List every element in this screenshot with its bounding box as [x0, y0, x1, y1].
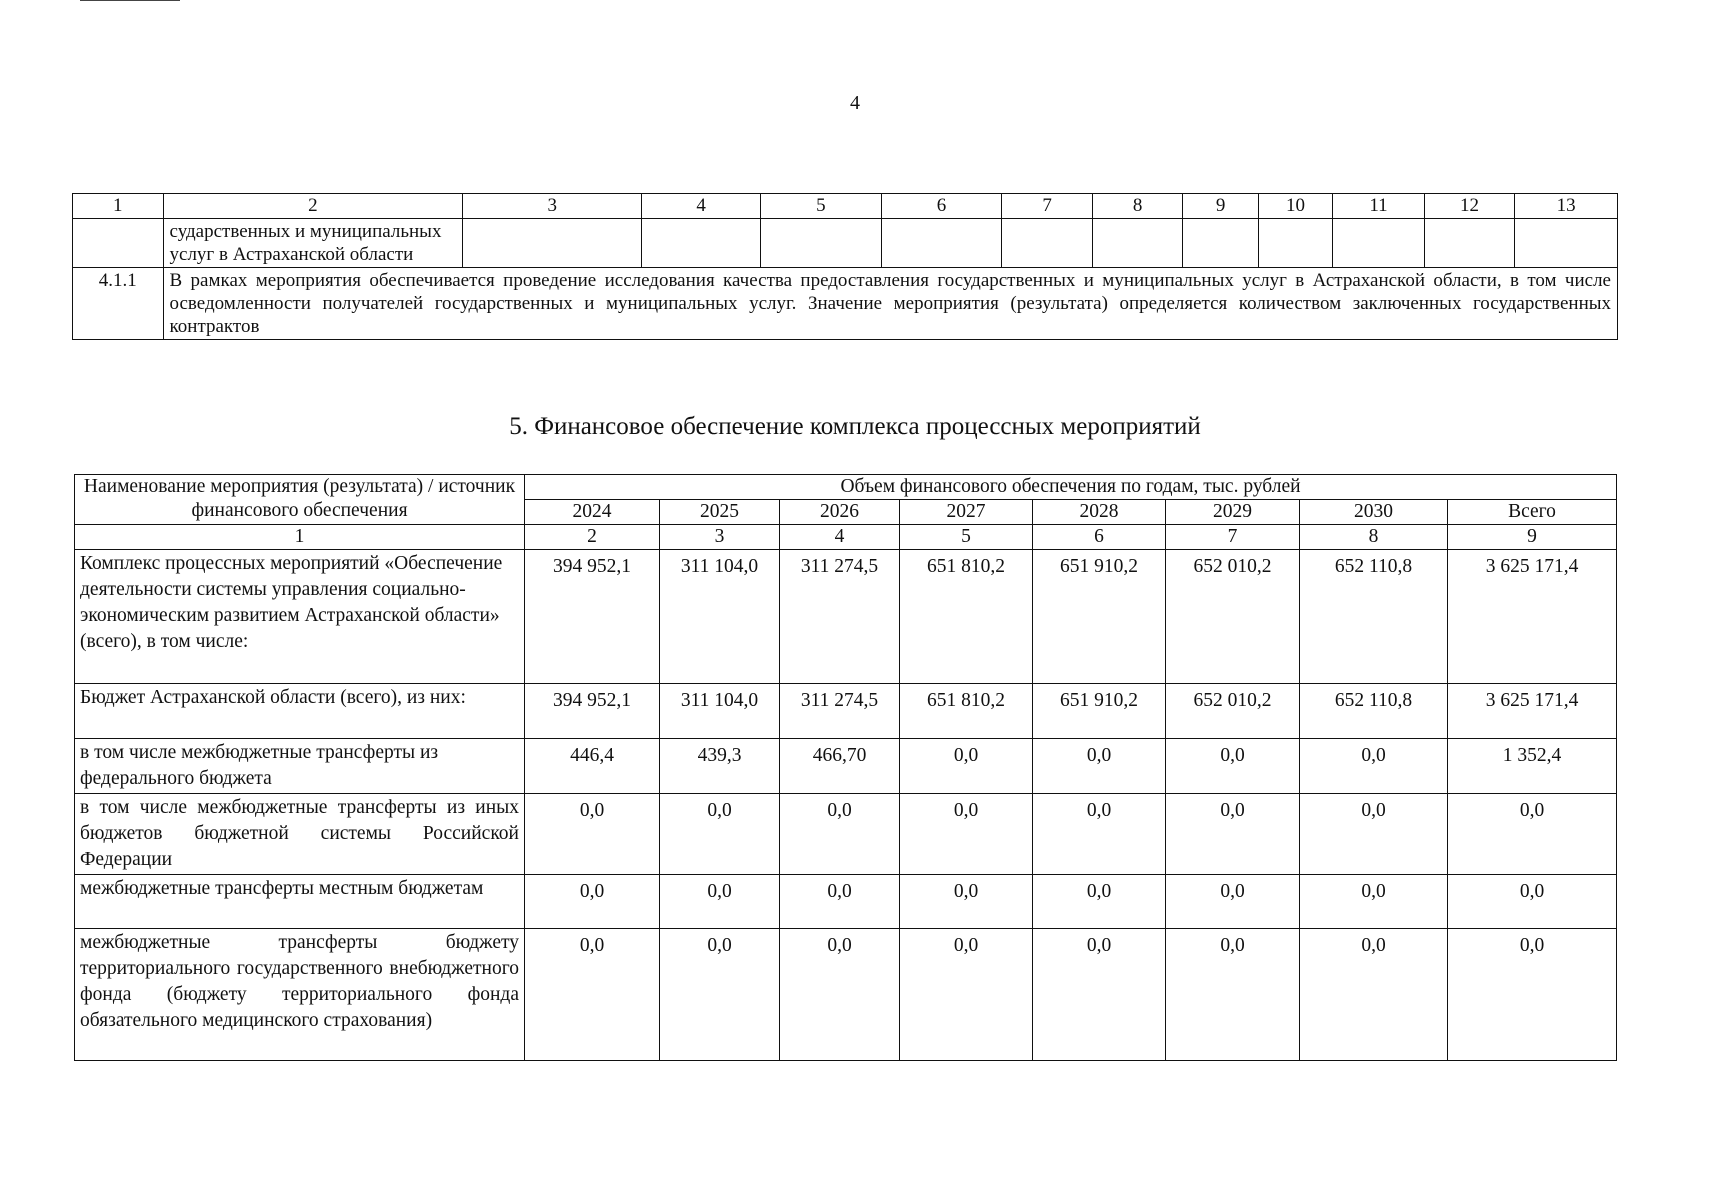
row-value: 311 104,0: [660, 550, 780, 684]
row-value: 446,4: [525, 739, 660, 794]
row-value: 0,0: [1166, 739, 1300, 794]
column-index: 1: [75, 525, 525, 550]
row-value: 0,0: [1300, 794, 1448, 875]
column-number: 3: [463, 194, 642, 219]
year-header: 2024: [525, 500, 660, 525]
row-value: 0,0: [525, 794, 660, 875]
table-row: [73, 219, 1618, 268]
row-value: 651 810,2: [900, 684, 1033, 739]
row-name: в том числе межбюджетные трансферты из федерального бюджета: [75, 739, 525, 794]
row-total: 0,0: [1448, 794, 1617, 875]
row-value: 0,0: [1033, 929, 1166, 1061]
column-number: 13: [1515, 194, 1618, 219]
volume-header: Объем финансового обеспечения по годам, тыс. рублей: [525, 475, 1617, 500]
row-name: межбюджетные трансферты бюджету территориального государственного внебюджетного фонда (бюджету территориального фонда обязательного медицинского страхования): [75, 929, 525, 1061]
row-name: в том числе межбюджетные трансферты из иных бюджетов бюджетной системы Российской Федерации: [75, 794, 525, 875]
row-value: 652 110,8: [1300, 684, 1448, 739]
row-total: 1 352,4: [1448, 739, 1617, 794]
table-row: [75, 550, 1617, 684]
activity-name-cell: сударственных и муниципальных услуг в Астраханской области: [163, 219, 463, 268]
column-number-row: [73, 194, 1618, 219]
row-value: 0,0: [1300, 929, 1448, 1061]
row-total: 3 625 171,4: [1448, 684, 1617, 739]
row-value: 439,3: [660, 739, 780, 794]
row-value: 652 010,2: [1166, 550, 1300, 684]
page-number: 4: [850, 92, 860, 114]
row-value: 651 910,2: [1033, 550, 1166, 684]
year-header: 2028: [1033, 500, 1166, 525]
year-header: 2027: [900, 500, 1033, 525]
row-total: 0,0: [1448, 875, 1617, 929]
column-number: 2: [163, 194, 463, 219]
row-total: 0,0: [1448, 929, 1617, 1061]
column-number: 5: [760, 194, 881, 219]
row-name: Комплекс процессных мероприятий «Обеспечение деятельности системы управления социально-экономическим развитием Астраханской области» (всего), в том числе:: [75, 550, 525, 684]
activities-table: [72, 193, 1618, 340]
row-name: межбюджетные трансферты местным бюджетам: [75, 875, 525, 929]
row-value: 651 810,2: [900, 550, 1033, 684]
activity-number-cell: 4.1.1: [73, 268, 164, 340]
activity-description-cell: В рамках мероприятия обеспечивается проведение исследования качества предоставления государственных и муниципальных услуг в Астраханской области, в том числе осведомленности получателей государственных и муниципальных услуг. Значение мероприятия (результата) определяется количеством заключенных государственных контрактов: [163, 268, 1617, 340]
column-index-row: [75, 525, 1617, 550]
row-value: 311 274,5: [780, 550, 900, 684]
row-value: 0,0: [900, 875, 1033, 929]
year-header: 2026: [780, 500, 900, 525]
row-value: 466,70: [780, 739, 900, 794]
row-value: 651 910,2: [1033, 684, 1166, 739]
row-value: 0,0: [900, 929, 1033, 1061]
row-value: 0,0: [525, 875, 660, 929]
row-value: 0,0: [1166, 794, 1300, 875]
row-value: 0,0: [780, 929, 900, 1061]
section-title: 5. Финансовое обеспечение комплекса процессных мероприятий: [509, 413, 1201, 440]
row-value: 0,0: [1166, 929, 1300, 1061]
row-value: 0,0: [1300, 739, 1448, 794]
column-index: 3: [660, 525, 780, 550]
row-name: Бюджет Астраханской области (всего), из них:: [75, 684, 525, 739]
table-row: [73, 268, 1618, 340]
year-header: 2029: [1166, 500, 1300, 525]
column-number: 8: [1092, 194, 1183, 219]
header-row: [75, 475, 1617, 500]
row-value: 0,0: [1033, 794, 1166, 875]
row-value: 0,0: [660, 929, 780, 1061]
column-number: 6: [881, 194, 1002, 219]
column-index: 2: [525, 525, 660, 550]
column-number: 12: [1424, 194, 1515, 219]
row-value: 311 104,0: [660, 684, 780, 739]
column-index: 9: [1448, 525, 1617, 550]
row-value: 652 010,2: [1166, 684, 1300, 739]
row-total: 3 625 171,4: [1448, 550, 1617, 684]
financing-table: [74, 474, 1617, 1061]
column-index: 4: [780, 525, 900, 550]
table-row: [75, 684, 1617, 739]
row-value: 652 110,8: [1300, 550, 1448, 684]
year-header: 2030: [1300, 500, 1448, 525]
row-value: 0,0: [780, 875, 900, 929]
column-number: 11: [1333, 194, 1425, 219]
row-value: 0,0: [660, 794, 780, 875]
top-edge-line: [80, 0, 180, 1]
row-value: 0,0: [660, 875, 780, 929]
column-index: 5: [900, 525, 1033, 550]
table-row: [75, 739, 1617, 794]
table-row: [75, 875, 1617, 929]
column-index: 8: [1300, 525, 1448, 550]
row-value: 394 952,1: [525, 550, 660, 684]
table-row: [75, 794, 1617, 875]
column-number: 7: [1002, 194, 1093, 219]
row-value: 0,0: [1166, 875, 1300, 929]
row-value: 0,0: [900, 739, 1033, 794]
row-value: 0,0: [780, 794, 900, 875]
row-value: 0,0: [525, 929, 660, 1061]
row-value: 0,0: [900, 794, 1033, 875]
year-header: 2025: [660, 500, 780, 525]
column-number: 10: [1258, 194, 1332, 219]
row-value: 0,0: [1033, 875, 1166, 929]
column-index: 7: [1166, 525, 1300, 550]
column-number: 1: [73, 194, 164, 219]
row-value: 311 274,5: [780, 684, 900, 739]
row-value: 394 952,1: [525, 684, 660, 739]
column-number: 4: [642, 194, 761, 219]
name-header: Наименование мероприятия (результата) / источник финансового обеспечения: [75, 475, 525, 525]
column-index: 6: [1033, 525, 1166, 550]
total-header: Всего: [1448, 500, 1617, 525]
table-row: [75, 929, 1617, 1061]
row-value: 0,0: [1033, 739, 1166, 794]
column-number: 9: [1183, 194, 1258, 219]
row-value: 0,0: [1300, 875, 1448, 929]
